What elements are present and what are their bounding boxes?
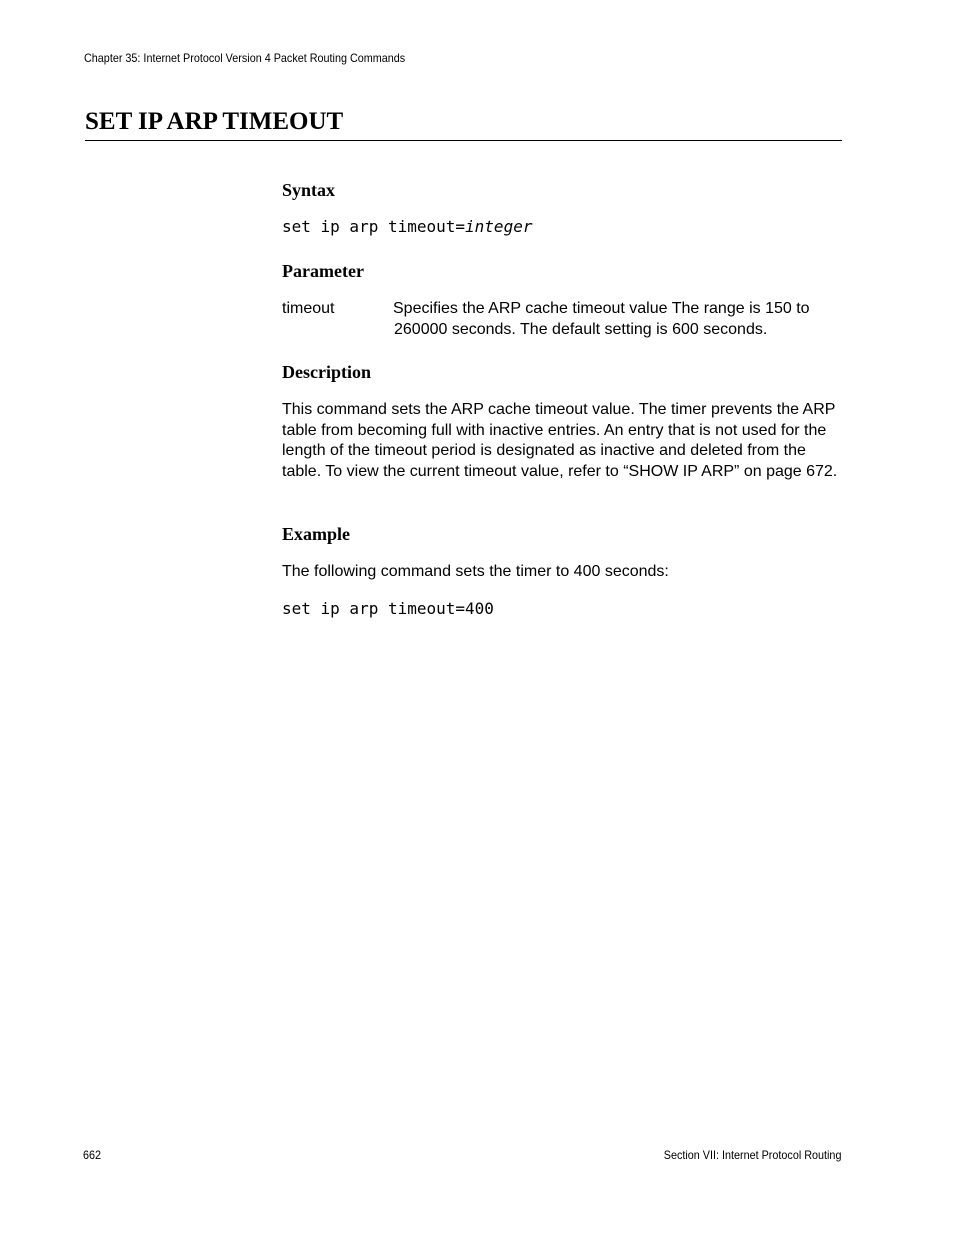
example-text: The following command sets the timer to 400 seconds:	[282, 563, 669, 580]
footer-section: Section VII: Internet Protocol Routing	[663, 1148, 841, 1162]
title-rule	[85, 140, 842, 141]
parameter-description: Specifies the ARP cache timeout value The range is 150 to 260000 seconds. The default setting is 600 seconds.	[393, 300, 810, 338]
syntax-command-prefix: set ip arp timeout=	[282, 217, 466, 236]
page-number: 662	[83, 1148, 102, 1162]
syntax-heading: Syntax	[282, 180, 336, 200]
syntax-command-variable: integer	[465, 217, 533, 236]
description-heading: Description	[282, 362, 371, 382]
description-text: This command sets the ARP cache timeout value. The timer prevents the ARP table from becoming full with inactive entries. An entry that is not used for the length of the timeout period is designated as inactive and deleted from the table. To view the current timeout value, refer to “SHOW IP ARP” on page 672.	[282, 401, 838, 480]
syntax-command	[282, 217, 532, 237]
example-command: set ip arp timeout=400	[282, 599, 494, 618]
page-title: SET IP ARP TIMEOUT	[85, 108, 344, 135]
parameter-name: timeout	[282, 300, 335, 317]
running-header: Chapter 35: Internet Protocol Version 4 Packet Routing Commands	[84, 51, 406, 65]
parameter-heading: Parameter	[282, 261, 364, 281]
example-heading: Example	[282, 524, 351, 544]
